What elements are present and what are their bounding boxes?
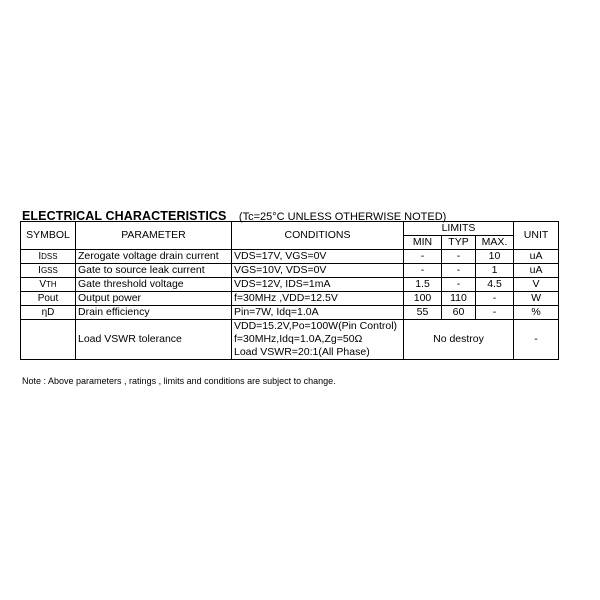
unit-cell: uA: [514, 264, 559, 278]
typ-cell: -: [442, 250, 476, 264]
parameter-cell: Zerogate voltage drain current: [76, 250, 232, 264]
max-cell: 10: [476, 250, 514, 264]
symbol-cell: [21, 264, 76, 278]
table-body: [21, 250, 559, 320]
conditions-cell: VDS=12V, IDS=1mA: [232, 278, 404, 292]
vswr-condition-line: Load VSWR=20:1(All Phase): [234, 346, 370, 358]
symbol-main: I: [38, 265, 41, 276]
parameter-cell: Gate to source leak current: [76, 264, 232, 278]
typ-cell: -: [442, 264, 476, 278]
min-cell: -: [404, 264, 442, 278]
max-cell: 4.5: [476, 278, 514, 292]
unit-cell: V: [514, 278, 559, 292]
conditions-cell: f=30MHz ,VDD=12.5V: [232, 292, 404, 306]
conditions-cell: Pin=7W, Idq=1.0A: [232, 306, 404, 320]
table-row-vswr: [21, 320, 559, 360]
header-parameter: PARAMETER: [76, 222, 232, 250]
footnote: Note : Above parameters , ratings , limits and conditions are subject to change.: [22, 376, 336, 386]
header-min: MIN: [404, 236, 442, 250]
header-max: MAX.: [476, 236, 514, 250]
typ-cell: -: [442, 278, 476, 292]
conditions-cell: VGS=10V, VDS=0V: [232, 264, 404, 278]
header-symbol: SYMBOL: [21, 222, 76, 250]
symbol-cell: [21, 292, 76, 306]
symbol-cell: [21, 250, 76, 264]
vswr-unit: -: [514, 320, 559, 360]
symbol-main: ηD: [41, 307, 55, 318]
min-cell: 1.5: [404, 278, 442, 292]
max-cell: -: [476, 292, 514, 306]
parameter-cell: Drain efficiency: [76, 306, 232, 320]
table-row: [21, 250, 559, 264]
symbol-main: V: [39, 279, 46, 290]
typ-cell: 60: [442, 306, 476, 320]
vswr-limits: No destroy: [404, 320, 514, 360]
header-limits: LIMITS: [404, 222, 514, 236]
vswr-conditions: [232, 320, 404, 360]
unit-cell: uA: [514, 250, 559, 264]
header-conditions: CONDITIONS: [232, 222, 404, 250]
symbol-subscript: GSS: [40, 266, 58, 275]
table-row: [21, 278, 559, 292]
symbol-subscript: TH: [46, 280, 57, 289]
vswr-condition-line: f=30MHz,Idq=1.0A,Zg=50Ω: [234, 333, 363, 345]
symbol-main: Pout: [37, 293, 59, 304]
header-typ: TYP: [442, 236, 476, 250]
table-row: [21, 306, 559, 320]
conditions-cell: VDS=17V, VGS=0V: [232, 250, 404, 264]
max-cell: 1: [476, 264, 514, 278]
vswr-condition-line: VDD=15.2V,Po=100W(Pin Control): [234, 320, 398, 332]
symbol-subscript: DSS: [41, 252, 58, 261]
vswr-parameter: Load VSWR tolerance: [76, 320, 232, 360]
table-row: [21, 292, 559, 306]
symbol-cell: [21, 306, 76, 320]
parameter-cell: Gate threshold voltage: [76, 278, 232, 292]
min-cell: -: [404, 250, 442, 264]
section-title: ELECTRICAL CHARACTERISTICS: [22, 209, 227, 223]
electrical-characteristics-table: [20, 221, 559, 360]
table-row: [21, 264, 559, 278]
unit-cell: W: [514, 292, 559, 306]
symbol-main: I: [38, 251, 42, 262]
symbol-cell: [21, 278, 76, 292]
vswr-symbol: [21, 320, 76, 360]
header-unit: UNIT: [514, 222, 559, 250]
typ-cell: 110: [442, 292, 476, 306]
section-title-condition: (Tc=25°C UNLESS OTHERWISE NOTED): [238, 211, 447, 223]
parameter-cell: Output power: [76, 292, 232, 306]
unit-cell: %: [514, 306, 559, 320]
min-cell: 100: [404, 292, 442, 306]
min-cell: 55: [404, 306, 442, 320]
max-cell: -: [476, 306, 514, 320]
